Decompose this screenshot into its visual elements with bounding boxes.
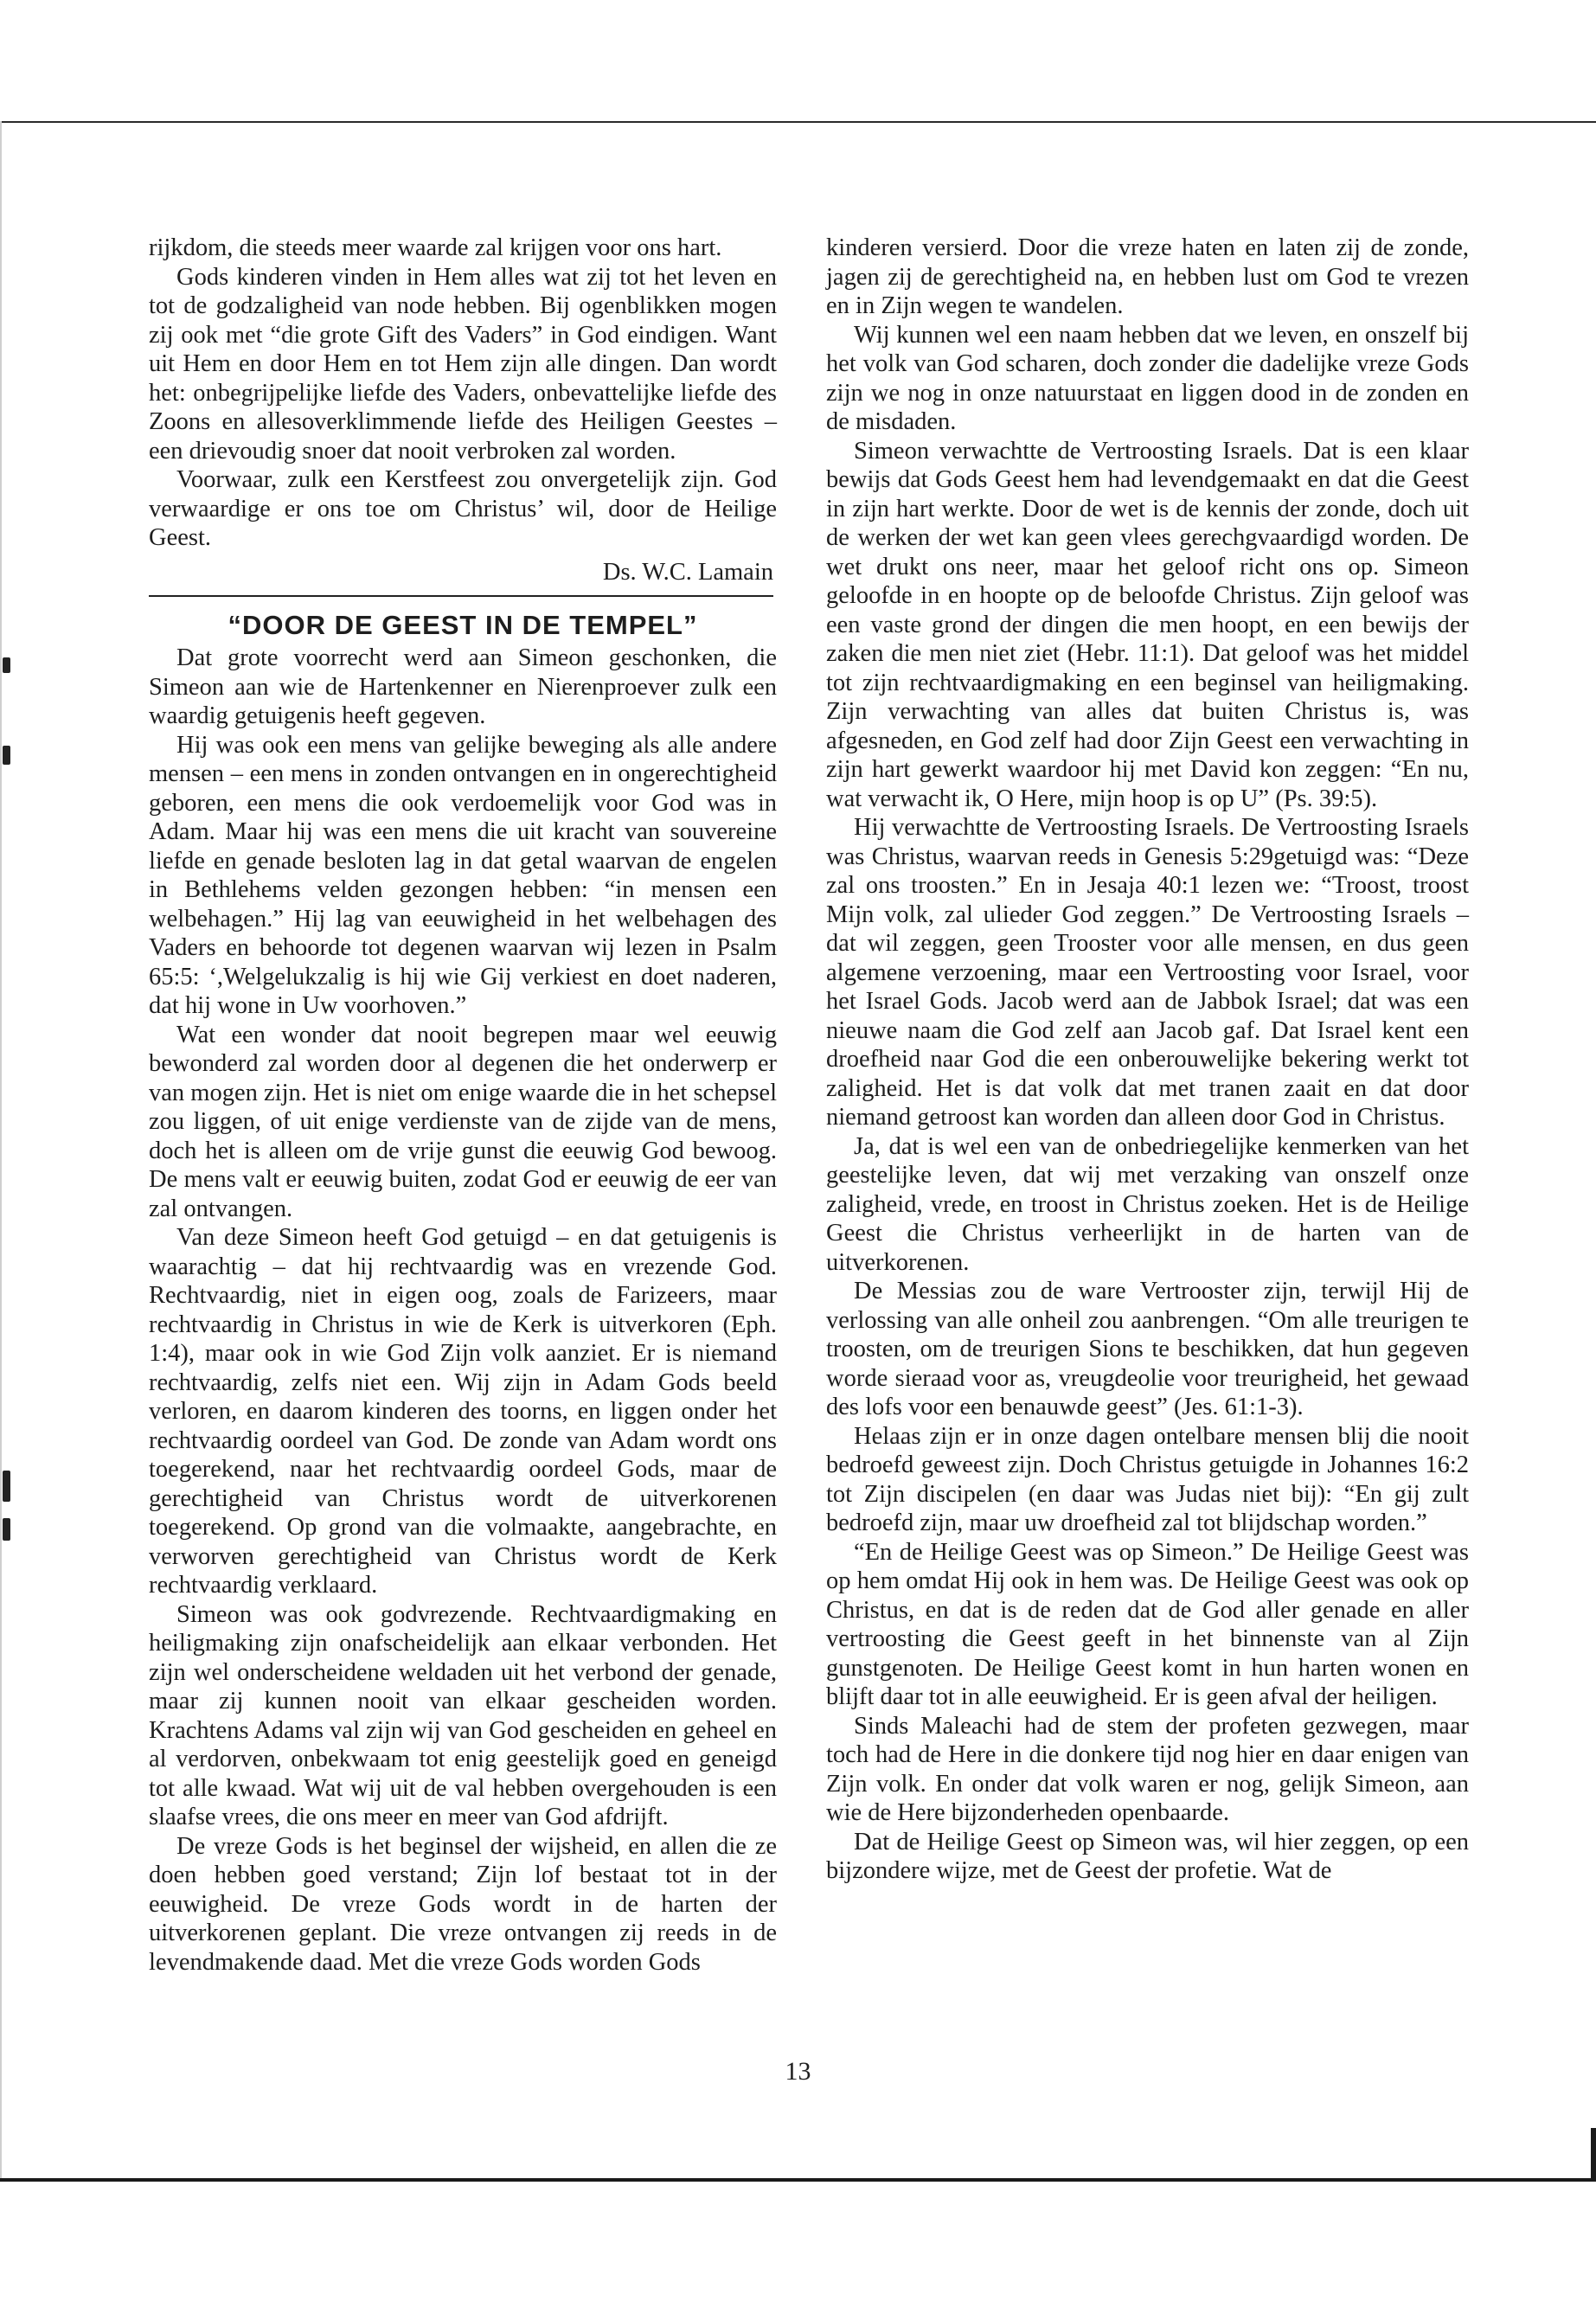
paragraph: Wat een wonder dat nooit begrepen maar wel eeuwig bewonderd zal worden door al degenen die het onderwerp er van mogen zijn. Het is niet om enige waarde die in het schepsel zou liggen, of uit enige verdienste van de zijde van de mens, doch het is alleen om de vrije gunst die eeuwig God bewoog. De mens valt er eeuwig buiten, zodat God er eeuwig de eer van zal ontvangen. xyxy=(149,1021,777,1222)
paragraph: rijkdom, die steeds meer waarde zal krijgen voor ons hart. xyxy=(149,234,722,261)
page-border-right xyxy=(1591,2128,1596,2182)
page-border-top xyxy=(0,121,1596,123)
paragraph: “En de Heilige Geest was op Simeon.” De Heilige Geest was op hem omdat Hij ook in hem was. De Heilige Geest was ook op Christus, en dat is de reden dat de God aller genade en aller vertroosting die Geest geeft in het binnenste van al Zijn gunstgenoten. De Heilige Geest komt in hun harten wonen en blijft daar tot in alle eeuwigheid. Er is geen afval der heiligen. xyxy=(826,1538,1469,1710)
paragraph: Gods kinderen vinden in Hem alles wat zij tot het leven en tot de godzaligheid van node hebben. Bij ogenblikken mogen zij ook met “die grote Gift des Vaders” in God eindigen. Want uit Hem en door Hem en tot Hem zijn alle dingen. Dan wordt het: onbegrijpelijke liefde des Vaders, onbevattelijke liefde des Zoons en allesoverklimmende liefde des Heiligen Geestes – een drievoudig snoer dat nooit verbroken zal worden. xyxy=(149,263,777,465)
paragraph: Voorwaar, zulk een Kerstfeest zou onvergetelijk zijn. God verwaardige er ons toe om Christus’ wil, door de Heilige Geest. xyxy=(149,466,777,551)
scan-edge-mark xyxy=(3,1471,10,1502)
paragraph: Ja, dat is wel een van de onbedriegelijke kenmerken van het geestelijke leven, dat wij met verzaking van onszelf onze zaligheid, vrede, en troost in Christus zoeken. Het is de Heilige Geest die Christus verheerlijkt in de harten van de uitverkorenen. xyxy=(826,1132,1469,1276)
paragraph: Van deze Simeon heeft God getuigd – en dat getuigenis is waarachtig – dat hij rechtvaardig was en vrezende God. Rechtvaardig, niet in eigen oog, zoals de Farizeers, maar rechtvaardig in Christus in wie de Kerk is uitverkoren (Eph. 1:4), maar ook in wie God Zijn volk aanziet. Er is niemand rechtvaardig, zelfs niet een. Wij zijn in Adam Gods beeld verloren, en daarom kinderen des toorns, en liggen onder het rechtvaardig oordeel van God. De zonde van Adam wordt ons toegerekend, naar het rechtvaardig oordeel Gods, maar de gerechtigheid van Christus wordt de uitverkorenen toegerekend. Op grond van die volmaakte, aangebrachte, en verworven gerechtigheid van Christus wordt de Kerk rechtvaardig verklaard. xyxy=(149,1224,777,1599)
author-signature: Ds. W.C. Lamain xyxy=(149,558,773,598)
scan-edge-mark xyxy=(3,746,10,765)
paragraph: Simeon verwachtte de Vertroosting Israels. Dat is een klaar bewijs dat Gods Geest hem had levendgemaakt en dat die Geest in zijn hart werkte. Door de wet is de kennis der zonde, doch uit de werken der wet kan geen vlees gerechgvaardigd worden. De wet drukt ons neer, maar het geloof richt ons op. Simeon geloofde in en hoopte op de beloofde Christus. Zijn geloof was een vaste grond der dingen die men hoopt, en een bewijs der zaken die men niet ziet (Hebr. 11:1). Dat geloof was het middel tot zijn rechtvaardigmaking en een beginsel van heiligmaking. Zijn verwachting van alles dat buiten Christus is, was afgesneden, en God zelf had door Zijn Geest een verwachting in zijn hart gewerkt waardoor hij met David kon zeggen: “En nu, wat verwacht ik, O Here, mijn hoop is op U” (Ps. 39:5). xyxy=(826,437,1469,812)
paragraph: Sinds Maleachi had de stem der profeten gezwegen, maar toch had de Here in die donkere tijd nog hier en daar enigen van Zijn volk. En onder dat volk waren er nog, gelijk Simeon, aan wie de Here bijzonderheden openbaarde. xyxy=(826,1712,1469,1826)
paragraph: Wij kunnen wel een naam hebben dat we leven, en onszelf bij het volk van God scharen, doch zonder die dadelijke vreze Gods zijn we nog in onze natuurstaat en liggen dood in de zonden en de misdaden. xyxy=(826,321,1469,435)
paragraph: Simeon was ook godvrezende. Rechtvaardigmaking en heiligmaking zijn onafscheidelijk aan elkaar verbonden. Het zijn wel onderscheidene weldaden uit het verbond der genade, maar zij kunnen nooit van elkaar gescheiden worden. Krachtens Adams val zijn wij van God gescheiden en geheel en al verdorven, onbekwaam tot enig geestelijk goed en geneigd tot alle kwaad. Wat wij uit de val hebben overgehouden is een slaafse vrees, die ons meer en meer van God afdrijft. xyxy=(149,1600,777,1830)
article-heading: “DOOR DE GEEST IN DE TEMPEL” xyxy=(228,610,698,640)
left-column xyxy=(149,234,777,1977)
paragraph: Hij verwachtte de Vertroosting Israels. De Vertroosting Israels was Christus, waarvan reeds in Genesis 5:29getuigd was: “Deze zal ons troosten.” En in Jesaja 40:1 lezen we: “Troost, troost Mijn volk, zal ulieder God zeggen.” De Vertroosting Israels – dat wil zeggen, geen Trooster voor alle mensen, en dus geen algemene verzoening, maar een Vertroosting voor Israel, voor het Israel Gods. Jacob werd aan de Jabbok Israel; dat was een nieuwe naam die God zelf aan Jacob gaf. Dat Israel kent een droefheid naar God die een onberouwelijke bekering werkt tot zaligheid. Het is dat volk dat met tranen zaait en dat door niemand getroost kan worden dan alleen door God in Christus. xyxy=(826,814,1469,1131)
paragraph: Hij was ook een mens van gelijke beweging als alle andere mensen – een mens in zonden ontvangen en in ongerechtigheid geboren, een mens die ook verdoemelijk voor God was in Adam. Maar hij was een mens die uit kracht van souvereine liefde en genade besloten lag in dat getal waarvan de engelen in Bethlehems velden gezongen hebben: “in mensen een welbehagen.” Hij lag van eeuwigheid in het welbehagen des Vaders en behoorde tot degenen waarvan wij lezen in Psalm 65:5: ‘,Welgelukzalig is hij wie Gij verkiest en doet naderen, dat hij wone in Uw voorhoven.” xyxy=(149,731,777,1019)
scan-edge-mark xyxy=(3,657,10,673)
page-border-left xyxy=(0,121,2,2180)
right-column xyxy=(826,234,1469,1886)
page-number: 13 xyxy=(785,2057,811,2086)
paragraph: Helaas zijn er in onze dagen ontelbare mensen blij die nooit bedroefd geweest zijn. Doch Christus getuigde in Johannes 16:2 tot Zijn discipelen (en daar was Judas niet bij): “En gij zult bedroefd zijn, maar uw droefheid zal tot blijdschap worden.” xyxy=(826,1422,1469,1536)
page-border-bottom xyxy=(0,2178,1596,2182)
paragraph: De vreze Gods is het beginsel der wijsheid, en allen die ze doen hebben goed verstand; Zijn lof bestaat tot in der eeuwigheid. De vreze Gods wordt in de harten der uitverkorenen geplant. Die vreze ontvangen zij reeds in de levendmakende daad. Met die vreze Gods worden Gods xyxy=(149,1832,777,1976)
paragraph: Dat de Heilige Geest op Simeon was, wil hier zeggen, op een bijzondere wijze, met de Geest der profetie. Wat de xyxy=(826,1828,1469,1884)
paragraph: De Messias zou de ware Vertrooster zijn, terwijl Hij de verlossing van alle onheil zou aanbrengen. “Om alle treurigen te troosten, om de treurigen Sions te beschikken, dat hun gegeven worde sieraad voor as, vreugdeolie voor treurigheid, het gewaad des lofs voor een benauwde geest” (Jes. 61:1-3). xyxy=(826,1278,1469,1420)
scan-edge-mark xyxy=(3,1518,10,1541)
paragraph: kinderen versierd. Door die vreze haten en laten zij de zonde, jagen zij de gerechtigheid na, en hebben lust om God te vrezen en in Zijn wegen te wandelen. xyxy=(826,234,1469,319)
paragraph: Dat grote voorrecht werd aan Simeon geschonken, die Simeon aan wie de Hartenkenner en Nierenproever zulk een waardig getuigenis heeft gegeven. xyxy=(149,644,777,729)
